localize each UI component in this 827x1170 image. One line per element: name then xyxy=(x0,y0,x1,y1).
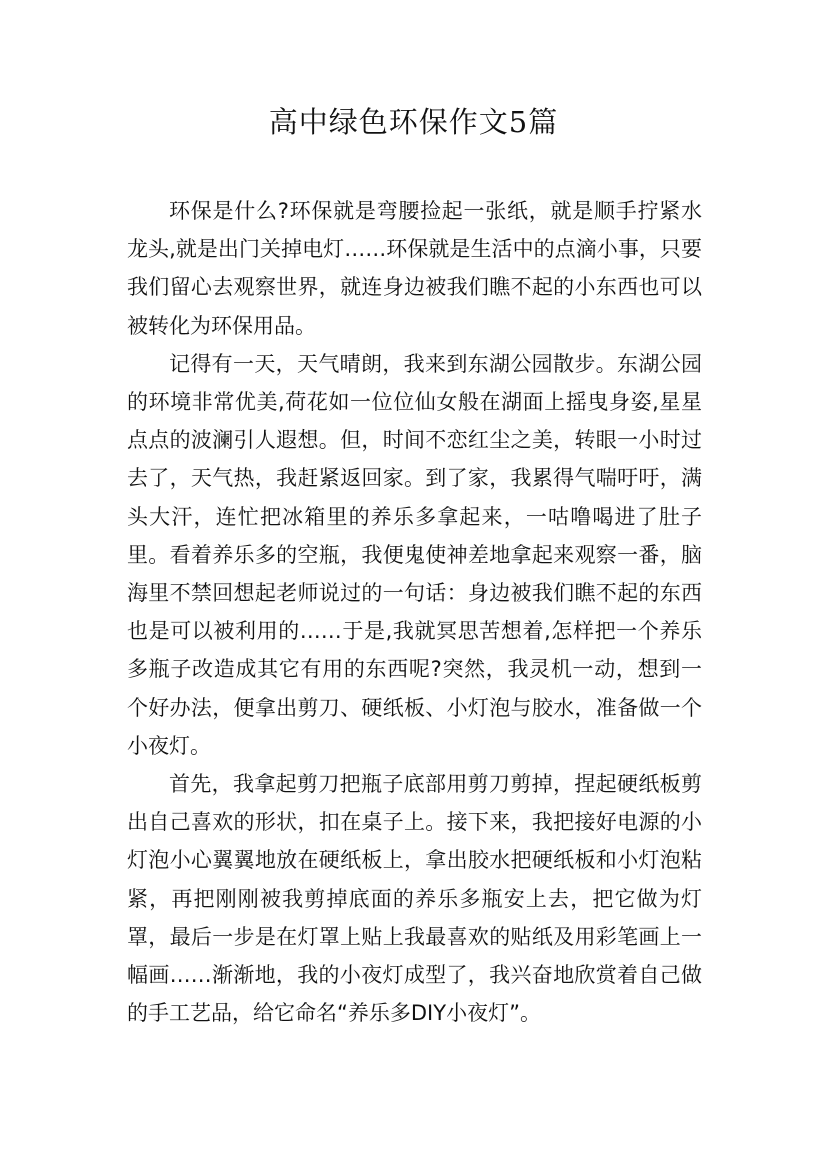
paragraph-2: 记得有一天，天气晴朗，我来到东湖公园散步。东湖公园的环境非常优美,荷花如一位位仙女般在湖面上摇曳身姿,星星点点的波澜引人遐想。但，时间不恋红尘之美，转眼一小时过去了，天气热，我赶紧返回家。到了家，我累得气喘吁吁，满头大汗，连忙把冰箱里的养乐多拿起来，一咕噜喝进了肚子里。看着养乐多的空瓶，我便鬼使神差地拿起来观察一番，脑海里不禁回想起老师说过的一句话：身边被我们瞧不起的东西也是可以被利用的……于是,我就冥思苦想着,怎样把一个养乐多瓶子改造成其它有用的东西呢?突然，我灵机一动，想到一个好办法，便拿出剪刀、硬纸板、小灯泡与胶水，准备做一个小夜灯。 xyxy=(127,351,702,758)
paragraph-1: 环保是什么?环保就是弯腰捡起一张纸，就是顺手拧紧水龙头,就是出门关掉电灯……环保就是生活中的点滴小事，只要我们留心去观察世界，就连身边被我们瞧不起的小东西也可以被转化为环保用品。 xyxy=(127,199,702,338)
document-title: 高中绿色环保作文5篇 xyxy=(268,105,559,139)
document-body xyxy=(127,192,702,1032)
paragraph-3: 首先，我拿起剪刀把瓶子底部用剪刀剪掉，捏起硬纸板剪出自己喜欢的形状，扣在桌子上。接下来，我把接好电源的小灯泡小心翼翼地放在硬纸板上，拿出胶水把硬纸板和小灯泡粘紧，再把刚刚被我剪掉底面的养乐多瓶安上去，把它做为灯罩，最后一步是在灯罩上贴上我最喜欢的贴纸及用彩笔画上一幅画……渐渐地，我的小夜灯成型了，我兴奋地欣赏着自己做的手工艺品，给它命名“养乐多DIY小夜灯”。 xyxy=(127,772,702,1026)
